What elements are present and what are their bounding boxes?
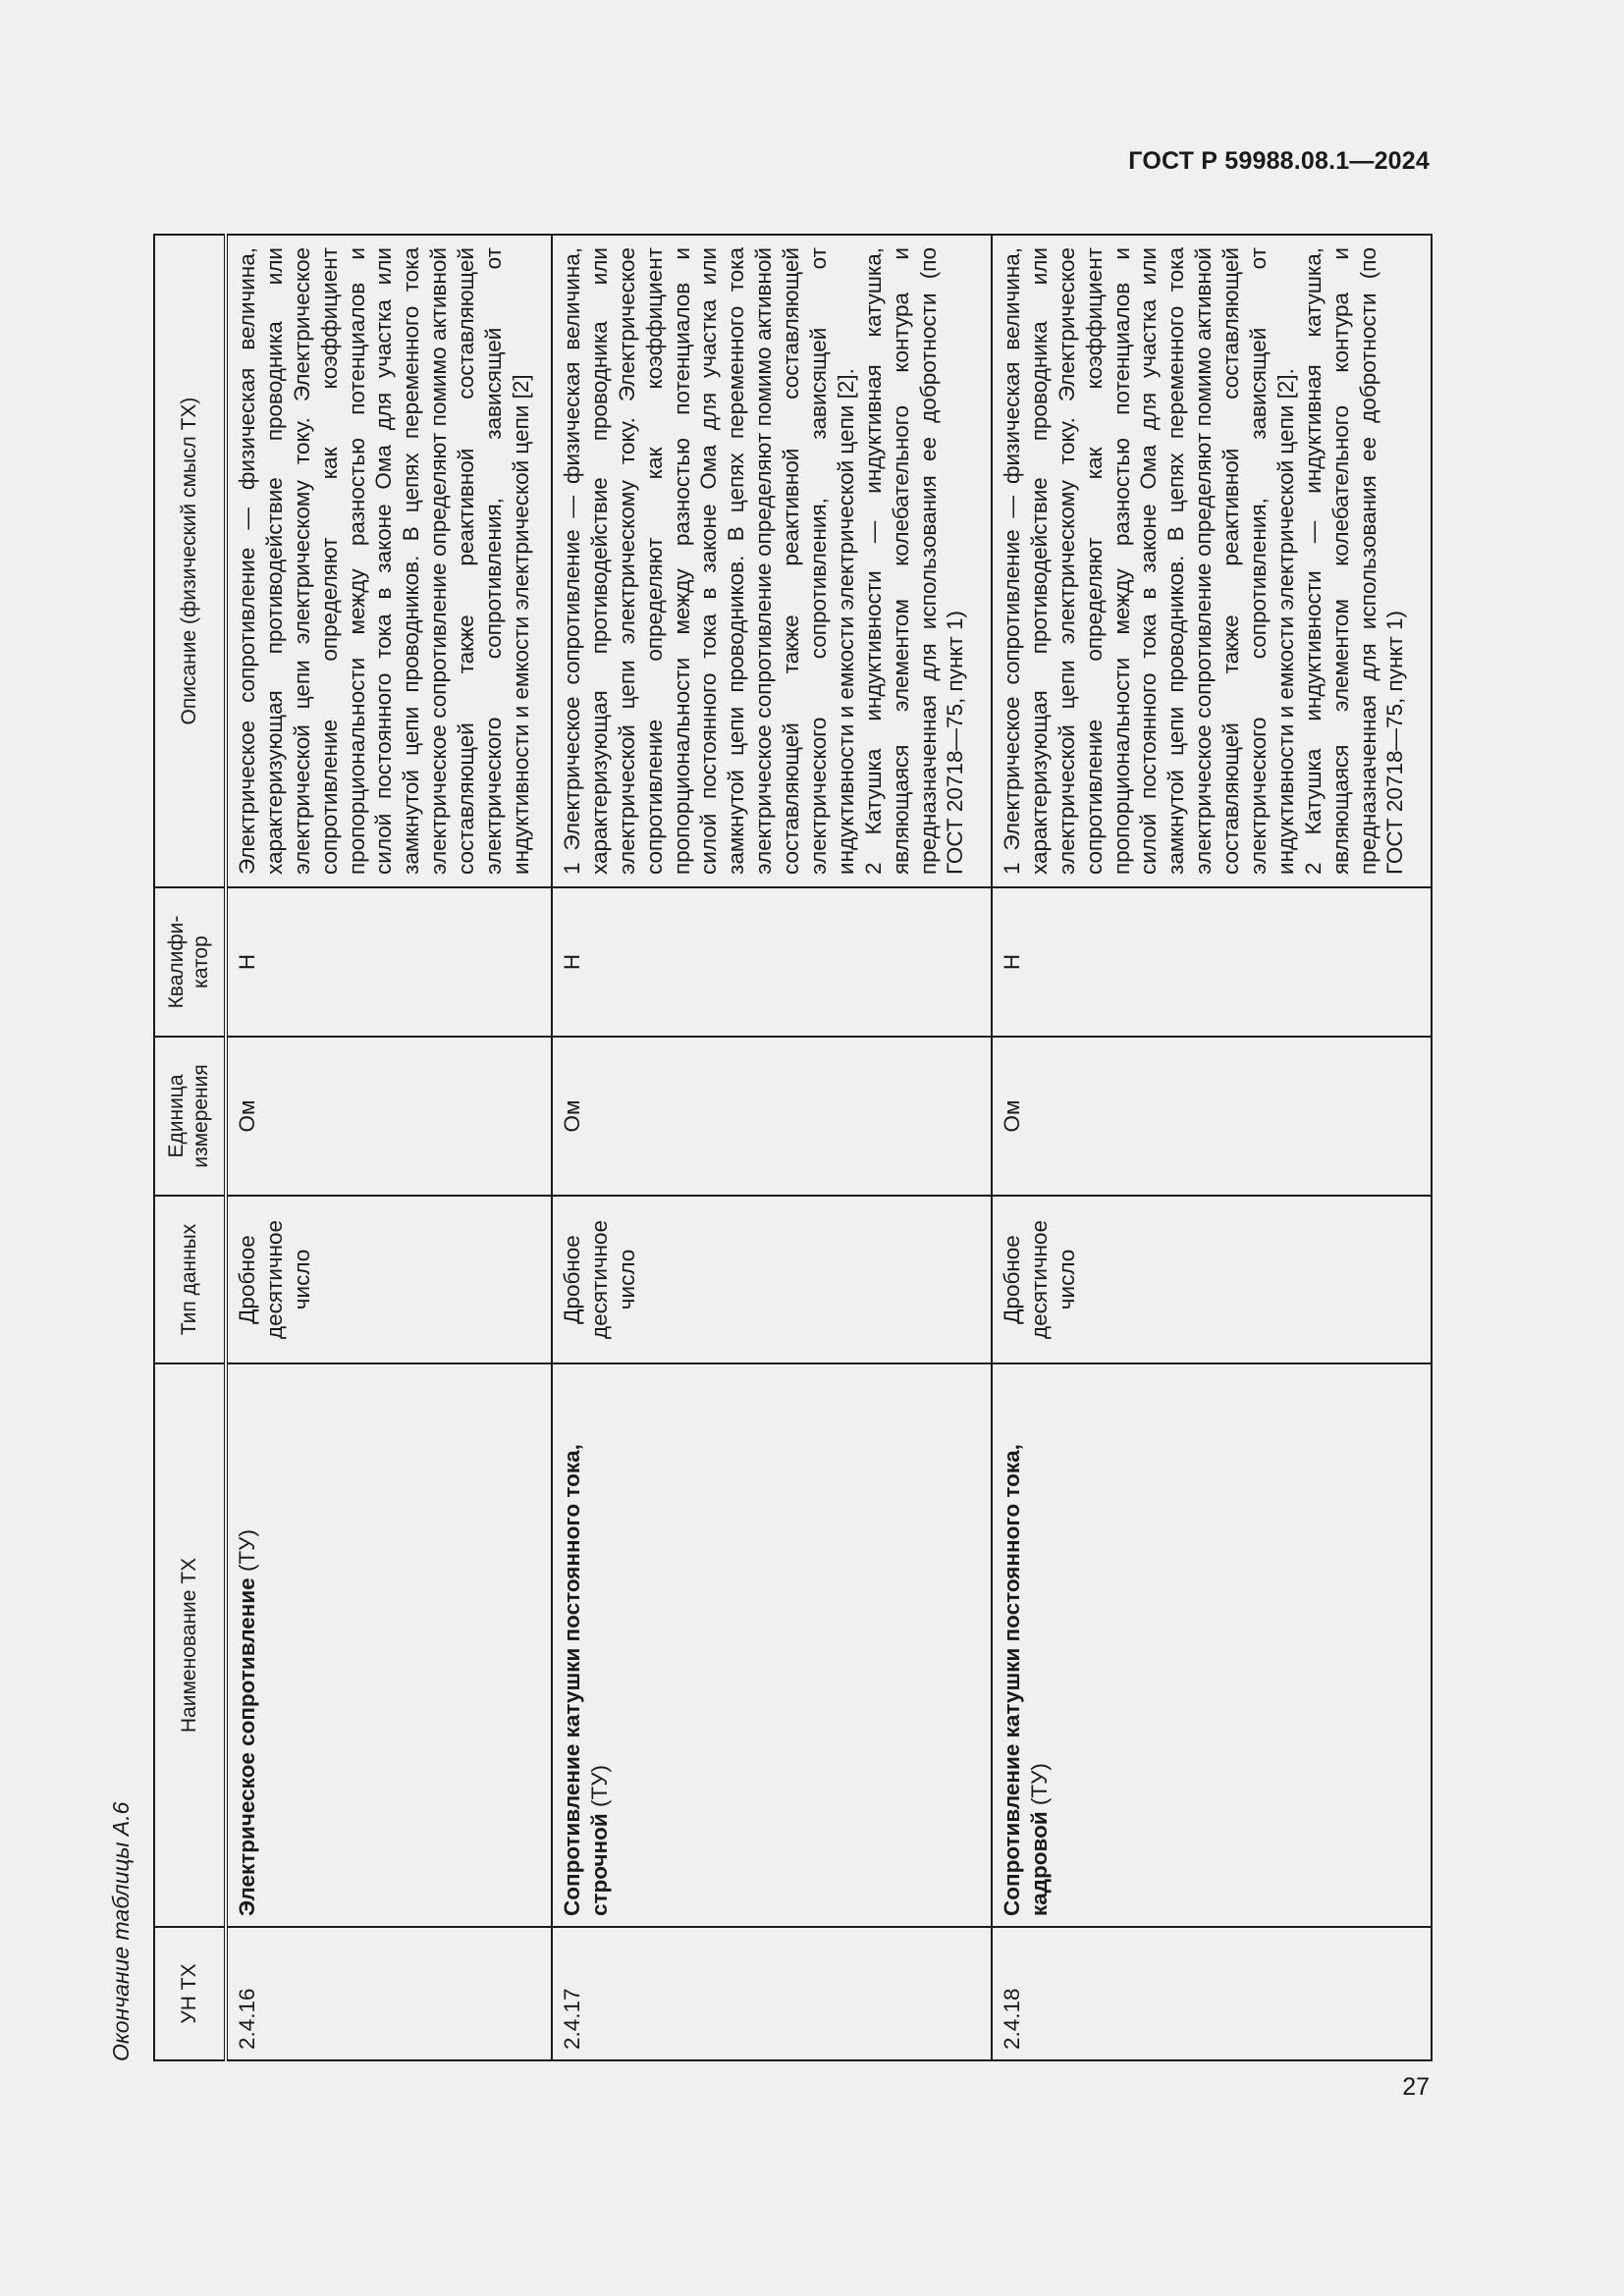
description-item-1: 1 Электрическое сопротивление — физическая величина, характеризующая противодействие проводника или электрической цепи электрическому току. Электрическое сопротивление определяют как коэффициент пропорциональности между разностью потенциалов и силой постоянного тока в законе Ома для участка или замкнутой цепи проводников. В цепях переменного тока электрическое сопротивление определяют помимо активной составляющей также реактивной составляющей электрического сопротивления, зависящей от индуктивности и емкости электрической цепи [2]. [1000, 247, 1298, 875]
row-unit: Ом [226, 1037, 552, 1196]
row-type: Дробное десятичное число [992, 1196, 1432, 1363]
row-description: Электрическое сопротивление — физическая величина, характеризующая противодействие проводника или электрической цепи электрическому току. Электрическое сопротивление определяют как коэффициент пропорциональности между разностью потенциалов и силой постоянного тока в законе Ома для участка или замкнутой цепи проводников. В цепях переменного тока электрическое сопротивление определяют помимо активной составляющей также реактивной составляющей электрического сопротивления, зависящей от индуктивности и емкости электрической цепи [2] [226, 235, 552, 887]
row-name-suffix: (ТУ) [586, 1765, 612, 1814]
col-header-unit: Единица измерения [154, 1037, 226, 1196]
row-name [226, 1363, 552, 1927]
page-number: 27 [1402, 2073, 1430, 2101]
row-id: 2.4.16 [226, 1927, 552, 2060]
row-id: 2.4.18 [992, 1927, 1432, 2060]
col-header-name: Наименование ТХ [154, 1363, 226, 1927]
row-type: Дробное десятичное число [226, 1196, 552, 1363]
row-type: Дробное десятичное число [552, 1196, 992, 1363]
col-header-id: УН ТХ [154, 1927, 226, 2060]
row-name [552, 1363, 992, 1927]
table-row [992, 235, 1432, 2060]
row-unit: Ом [552, 1037, 992, 1196]
row-name-bold: Сопротивление катушки постоянного тока, строчной [560, 1444, 612, 1916]
col-header-description: Описание (физический смысл ТХ) [154, 235, 226, 887]
table-row [552, 235, 992, 2060]
row-name-suffix: (ТУ) [235, 1529, 259, 1578]
table-caption: Окончание таблицы А.6 [108, 1801, 134, 2061]
row-name-bold: Сопротивление катушки постоянного тока, кадровой [1000, 1444, 1052, 1916]
description-item-2: 2 Катушка индуктивности — индуктивная катушка, являющаяся элементом колебательного контура и предназначенная для использования ее добротности (по ГОСТ 20718—75, пункт 1) [860, 247, 968, 875]
row-description [552, 235, 992, 887]
col-header-qualifier: Квалифи-катор [154, 887, 226, 1037]
row-qualifier: Н [552, 887, 992, 1037]
col-header-type: Тип данных [154, 1196, 226, 1363]
row-name-bold: Электрическое сопротивление [235, 1577, 259, 1916]
table-row [226, 235, 552, 2060]
table-header-row [154, 235, 226, 2060]
characteristics-table [153, 234, 1433, 2061]
row-name [992, 1363, 1432, 1927]
description-item-2: 2 Катушка индуктивности — индуктивная катушка, являющаяся элементом колебательного контура и предназначенная для использования ее добротности (по ГОСТ 20718—75, пункт 1) [1300, 247, 1408, 875]
row-qualifier: Н [226, 887, 552, 1037]
rotated-table-area [108, 167, 1408, 2061]
row-id: 2.4.17 [552, 1927, 992, 2060]
row-description [992, 235, 1432, 887]
row-name-suffix: (ТУ) [1026, 1763, 1052, 1812]
row-qualifier: Н [992, 887, 1432, 1037]
document-header: ГОСТ Р 59988.08.1—2024 [1128, 147, 1430, 175]
row-unit: Ом [992, 1037, 1432, 1196]
description-item-1: 1 Электрическое сопротивление — физическая величина, характеризующая противодействие проводника или электрической цепи электрическому току. Электрическое сопротивление определяют как коэффициент пропорциональности между разностью потенциалов и силой постоянного тока в законе Ома для участка или замкнутой цепи проводников. В цепях переменного тока электрическое сопротивление определяют помимо активной составляющей также реактивной составляющей электрического сопротивления, зависящей от индуктивности и емкости электрической цепи [2]. [560, 247, 858, 875]
